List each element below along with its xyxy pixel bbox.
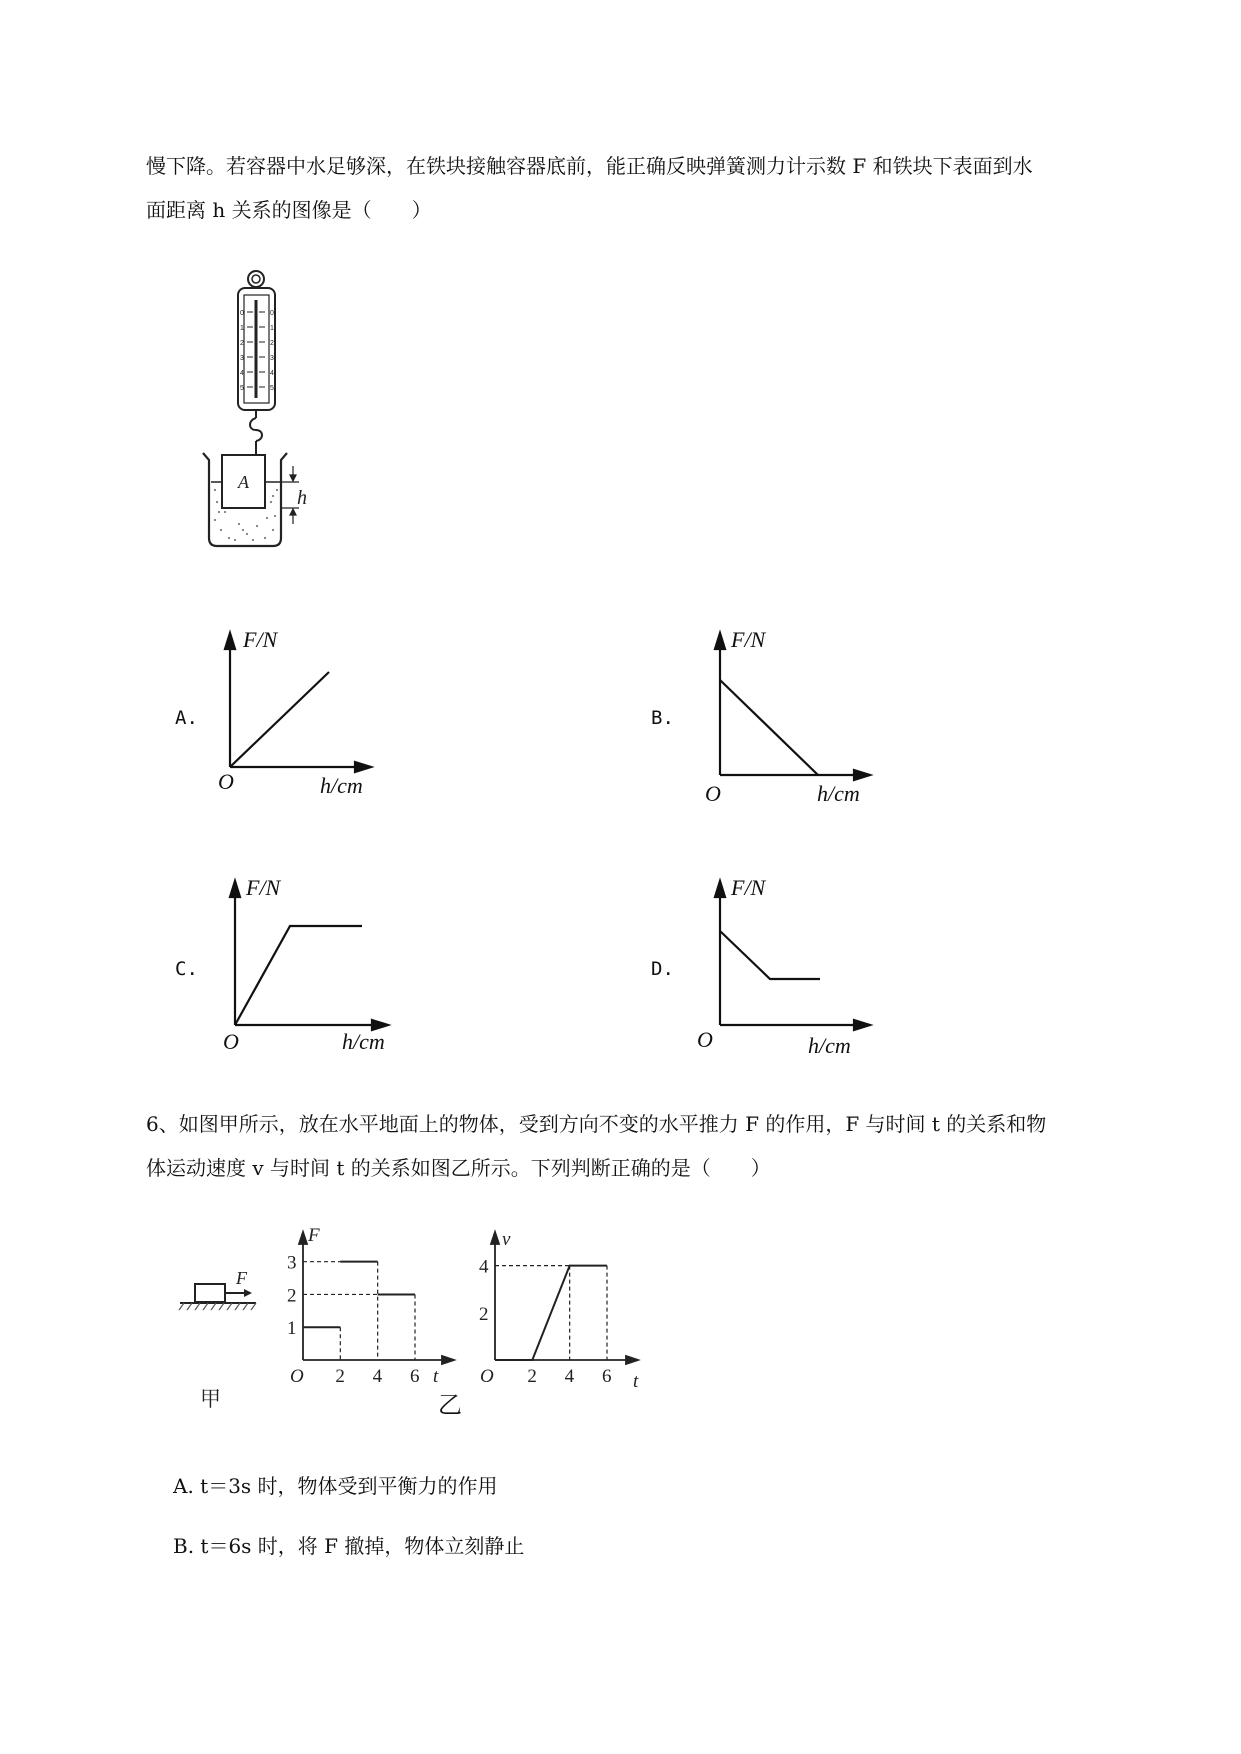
x-axis-label: h/cm	[817, 781, 860, 806]
option-c-graph	[220, 873, 410, 1054]
y-tick-label: 2	[287, 1285, 297, 1307]
x-axis-label: t	[433, 1366, 439, 1387]
y-tick-label: 3	[287, 1252, 297, 1274]
q6-text-line2: 体运动速度 v 与时间 t 的关系如图乙所示。下列判断正确的是（ ）	[146, 1156, 771, 1180]
answer-a: A. t＝3s 时，物体受到平衡力的作用	[173, 1474, 498, 1498]
x-tick-label: 2	[335, 1366, 345, 1387]
option-a-label: A.	[175, 707, 198, 729]
x-tick-label: 6	[410, 1366, 420, 1387]
x-axis-label: t	[633, 1371, 639, 1392]
scale-ring	[248, 271, 264, 287]
svg-text:3: 3	[270, 355, 274, 362]
svg-text:1: 1	[240, 325, 244, 332]
spring-scale-apparatus-figure	[195, 268, 345, 553]
y-tick-label: 1	[287, 1318, 297, 1340]
svg-text:4: 4	[240, 370, 244, 377]
x-tick-label: 4	[372, 1366, 383, 1387]
svg-text:0: 0	[270, 310, 274, 317]
y-axis-label: F/N	[731, 627, 766, 652]
origin-label: O	[480, 1366, 494, 1387]
origin-label: O	[290, 1366, 304, 1387]
force-label: F	[236, 1268, 247, 1288]
y-tick-label: 2	[479, 1303, 489, 1325]
x-tick-label: 6	[602, 1366, 612, 1387]
x-tick-label: 4	[564, 1366, 575, 1387]
svg-text:5: 5	[270, 385, 274, 392]
block	[195, 1284, 225, 1302]
figure-jia	[178, 1268, 288, 1412]
block-label: A	[238, 472, 249, 492]
svg-text:1: 1	[270, 325, 274, 332]
option-b-label: B.	[651, 707, 674, 729]
velocity-time-chart	[470, 1228, 650, 1398]
y-axis-label: F/N	[246, 875, 281, 900]
y-axis-label: F/N	[731, 875, 766, 900]
y-axis-label: v	[502, 1229, 511, 1250]
svg-text:3: 3	[240, 355, 244, 362]
svg-text:2: 2	[240, 340, 244, 347]
y-axis-label: F/N	[243, 627, 278, 652]
origin-label: O	[697, 1027, 713, 1052]
caption-yi: 乙	[438, 1392, 462, 1419]
origin-label: O	[705, 781, 721, 806]
option-d-label: D.	[651, 958, 674, 980]
q5-text-line1: 慢下降。若容器中水足够深，在铁块接触容器底前，能正确反映弹簧测力计示数 F 和铁块下表面到水	[146, 154, 1033, 178]
option-c-label: C.	[175, 958, 198, 980]
x-tick-label: 2	[527, 1366, 537, 1387]
force-time-chart	[278, 1225, 468, 1398]
graph-line	[230, 672, 329, 767]
q5-text-line2: 面距离 h 关系的图像是（ ）	[146, 198, 432, 222]
y-tick-label: 4	[479, 1256, 489, 1278]
x-axis-label: h/cm	[320, 773, 363, 798]
svg-text:4: 4	[270, 370, 274, 377]
answer-b: B. t＝6s 时，将 F 撤掉，物体立刻静止	[173, 1534, 525, 1558]
graph-line	[720, 680, 818, 775]
q6-text-line1: 6、如图甲所示，放在水平地面上的物体，受到方向不变的水平推力 F 的作用，F 与时间 t 的关系和物	[146, 1112, 1047, 1136]
y-axis-label: F	[308, 1225, 320, 1246]
depth-label: h	[297, 487, 307, 509]
option-b-graph	[705, 625, 885, 806]
svg-text:0: 0	[240, 310, 244, 317]
graph-line	[720, 931, 820, 979]
option-d-graph	[697, 873, 885, 1058]
option-a-graph	[215, 625, 395, 798]
velocity-line	[495, 1266, 607, 1360]
graph-line	[235, 926, 362, 1025]
scale-hook	[250, 418, 262, 441]
x-axis-label: h/cm	[808, 1033, 851, 1058]
caption-jia: 甲	[200, 1388, 221, 1411]
x-axis-label: h/cm	[342, 1029, 385, 1054]
svg-text:2: 2	[270, 340, 274, 347]
origin-label: O	[218, 769, 234, 794]
origin-label: O	[223, 1029, 239, 1054]
svg-text:5: 5	[240, 385, 244, 392]
